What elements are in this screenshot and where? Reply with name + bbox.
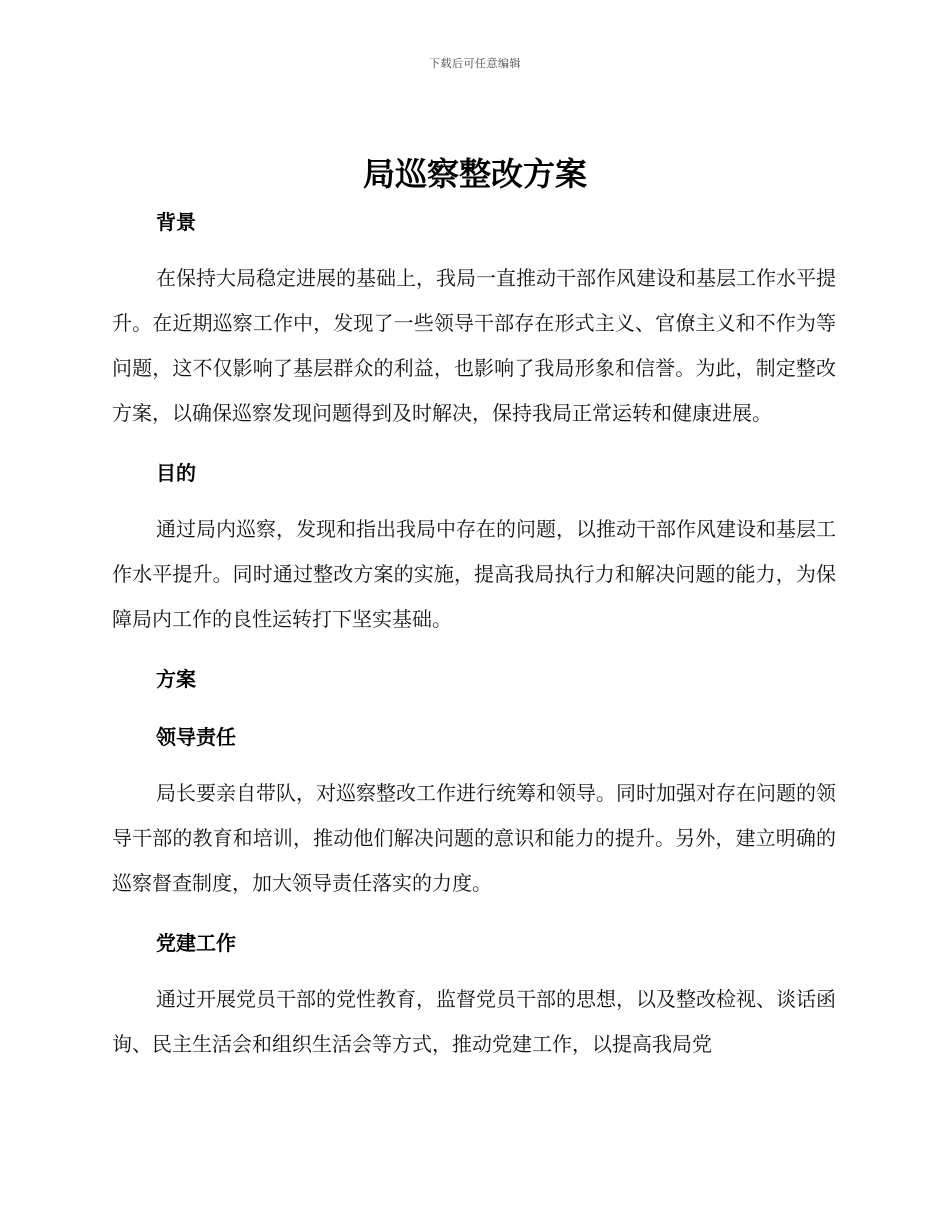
document-title: 局巡察整改方案 xyxy=(362,155,587,193)
heading-purpose: 目的 xyxy=(156,461,196,485)
heading-plan: 方案 xyxy=(156,667,196,691)
paragraph-leadership: 局长要亲自带队，对巡察整改工作进行统筹和领导。同时加强对存在问题的领导干部的教育和培训，推动他们解决问题的意识和能力的提升。另外，建立明确的巡察督查制度，加大领导责任落实的力度。 xyxy=(112,781,836,895)
paragraph-purpose: 通过局内巡察，发现和指出我局中存在的问题，以推动干部作风建设和基层工作水平提升。同时通过整改方案的实施，提高我局执行力和解决问题的能力，为保障局内工作的良性运转打下坚实基础。 xyxy=(112,517,836,631)
header-note: 下载后可任意编辑 xyxy=(429,57,521,70)
heading-background: 背景 xyxy=(156,210,196,234)
heading-party-building: 党建工作 xyxy=(156,931,236,955)
paragraph-party-building: 通过开展党员干部的党性教育，监督党员干部的思想，以及整改检视、谈话函询、民主生活会和组织生活会等方式，推动党建工作，以提高我局党 xyxy=(112,987,836,1056)
document-body xyxy=(112,198,836,1080)
heading-leadership: 领导责任 xyxy=(156,725,236,749)
paragraph-background: 在保持大局稳定进展的基础上，我局一直推动干部作风建设和基层工作水平提升。在近期巡察工作中，发现了一些领导干部存在形式主义、官僚主义和不作为等问题，这不仅影响了基层群众的利益，也影响了我局形象和信誉。为此，制定整改方案，以确保巡察发现问题得到及时解决，保持我局正常运转和健康进展。 xyxy=(112,266,836,425)
